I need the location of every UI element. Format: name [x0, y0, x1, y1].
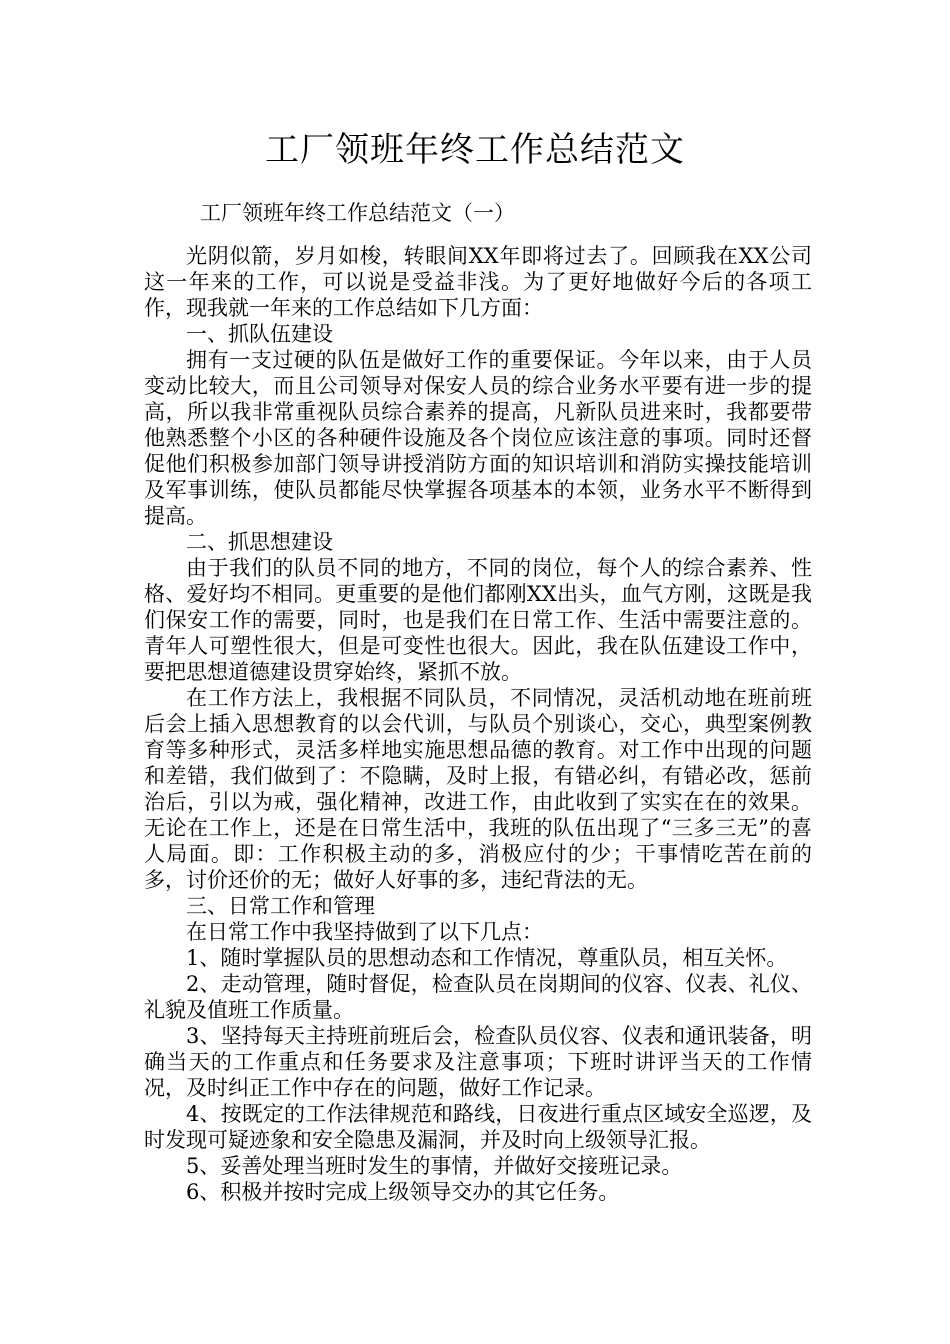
- list-item-4: 4、按既定的工作法律规范和路线，日夜进行重点区域安全巡逻，及时发现可疑迹象和安全隐患及漏洞，并及时向上级领导汇报。: [144, 1102, 812, 1152]
- list-item-2: 2、走动管理，随时督促，检查队员在岗期间的仪容、仪表、礼仪、礼貌及值班工作质量。: [144, 972, 812, 1022]
- paragraph-intro: 光阴似箭，岁月如梭，转眼间XX年即将过去了。回顾我在XX公司这一年来的工作，可以说是受益非浅。为了更好地做好今后的各项工作，现我就一年来的工作总结如下几方面：: [144, 244, 812, 320]
- paragraph-ideology: 由于我们的队员不同的地方，不同的岗位，每个人的综合素养、性格、爱好均不相同。更重要的是他们都刚XX出头，血气方刚，这既是我们保安工作的需要，同时，也是我们在日常工作、生活中需要注意的。青年人可塑性很大，但是可变性也很大。因此，我在队伍建设工作中，要把思想道德建设贯穿始终，紧抓不放。: [144, 556, 812, 684]
- document-subtitle: 工厂领班年终工作总结范文（一）: [200, 201, 515, 225]
- section-heading-1: 一、抓队伍建设: [186, 322, 333, 346]
- section-heading-2: 二、抓思想建设: [186, 530, 333, 554]
- list-item-5: 5、妥善处理当班时发生的事情，并做好交接班记录。: [186, 1154, 683, 1178]
- paragraph-daily-intro: 在日常工作中我坚持做到了以下几点：: [186, 920, 543, 944]
- paragraph-work-methods: 在工作方法上，我根据不同队员，不同情况，灵活机动地在班前班后会上插入思想教育的以会代训，与队员个别谈心，交心，典型案例教育等多种形式，灵活多样地实施思想品德的教育。对工作中出现的问题和差错，我们做到了：不隐瞒，及时上报，有错必纠，有错必改，惩前治后，引以为戒，强化精神，改进工作，由此收到了实实在在的效果。无论在工作上，还是在日常生活中，我班的队伍出现了“三多三无”的喜人局面。即：工作积极主动的多，消极应付的少；干事情吃苦在前的多，讨价还价的无；做好人好事的多，违纪背法的无。: [144, 686, 812, 892]
- section-heading-3: 三、日常工作和管理: [186, 894, 375, 918]
- list-item-1: 1、随时掌握队员的思想动态和工作情况，尊重队员，相互关怀。: [186, 946, 788, 970]
- document-title: 工厂领班年终工作总结范文: [265, 130, 685, 170]
- list-item-3: 3、坚持每天主持班前班后会，检查队员仪容、仪表和通讯装备，明确当天的工作重点和任务要求及注意事项；下班时讲评当天的工作情况，及时纠正工作中存在的问题，做好工作记录。: [144, 1024, 812, 1100]
- paragraph-team-building: 拥有一支过硬的队伍是做好工作的重要保证。今年以来，由于人员变动比较大，而且公司领导对保安人员的综合业务水平要有进一步的提高，所以我非常重视队员综合素养的提高，凡新队员进来时，我都要带他熟悉整个小区的各种硬件设施及各个岗位应该注意的事项。同时还督促他们积极参加部门领导讲授消防方面的知识培训和消防实操技能培训及军事训练，使队员都能尽快掌握各项基本的本领，业务水平不断得到提高。: [144, 348, 812, 528]
- document-body: [144, 243, 812, 1205]
- list-item-6: 6、积极并按时完成上级领导交办的其它任务。: [186, 1180, 620, 1204]
